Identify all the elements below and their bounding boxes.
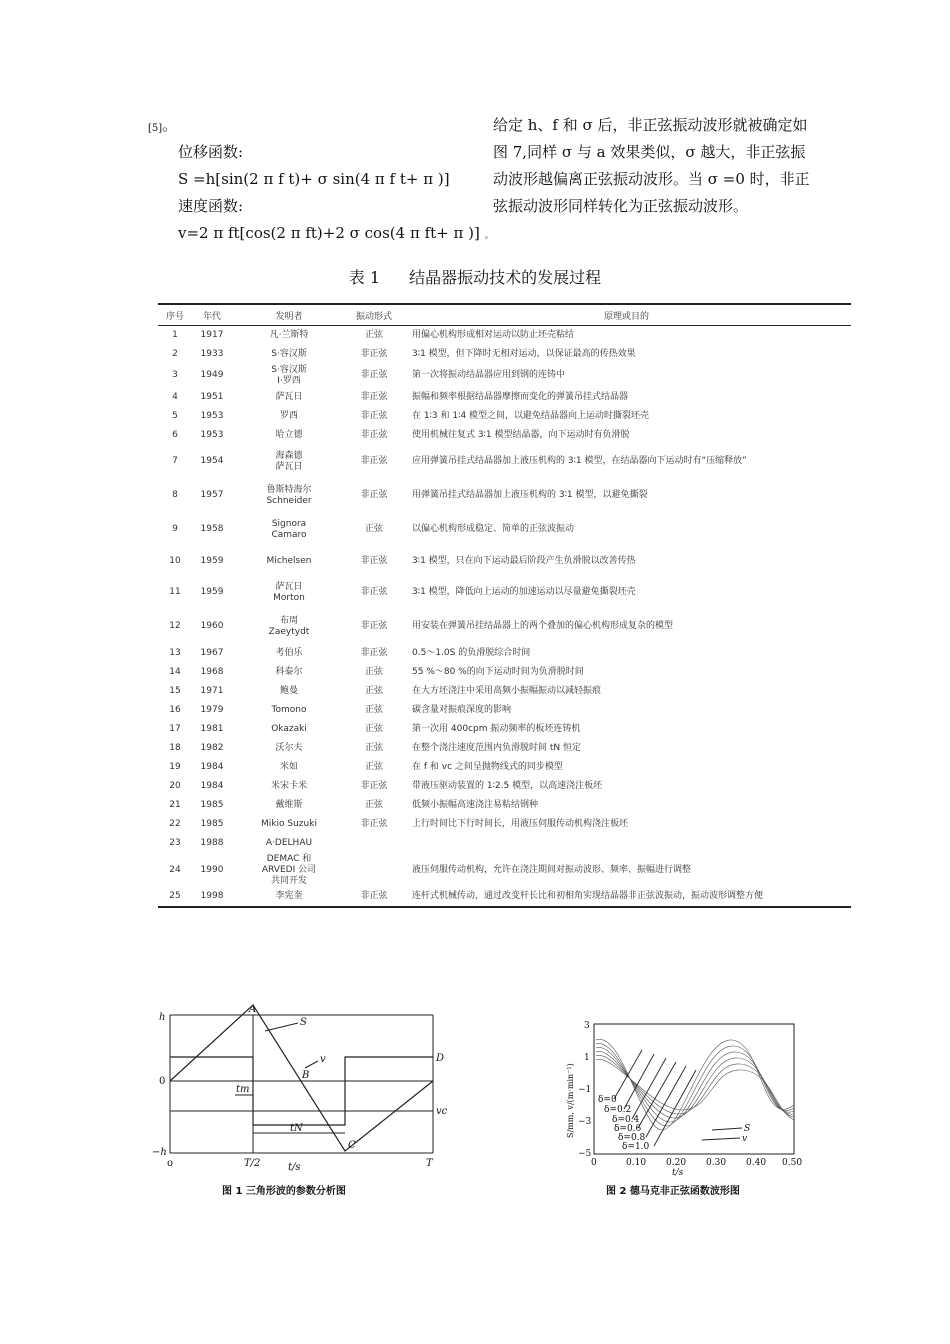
table-cell: 振幅和频率根据结晶器摩擦而变化的弹簧吊挂式结晶器 bbox=[412, 391, 629, 402]
table-cell: 上行时间比下行时间长，用液压伺服传动机构浇注板坯 bbox=[412, 818, 629, 829]
table-cell: 低频小振幅高速浇注易粘结钢种 bbox=[412, 799, 539, 810]
table-row bbox=[158, 407, 851, 426]
table-cell: 正弦 bbox=[364, 742, 383, 753]
table-cell: 非正弦 bbox=[360, 456, 388, 466]
table-cell: 米如 bbox=[279, 761, 298, 772]
table-cell: 1957 bbox=[200, 490, 224, 500]
table-cell: 1 bbox=[172, 329, 178, 340]
fig1-label-origin: o bbox=[167, 1158, 174, 1169]
table-cell: 1967 bbox=[200, 647, 224, 658]
table-cell: 1958 bbox=[200, 524, 224, 534]
table-cell: 21 bbox=[169, 799, 181, 810]
reference-line bbox=[148, 112, 468, 139]
table-cell: 19 bbox=[169, 761, 181, 772]
table-cell: 非正弦 bbox=[360, 891, 388, 901]
table-cell: 24 bbox=[169, 864, 181, 875]
table-cell: 0.5～1.0S 的负滑脱综合时间 bbox=[412, 647, 531, 658]
table-row bbox=[158, 364, 851, 388]
table-cell: 11 bbox=[169, 587, 181, 597]
table-cell: 2 bbox=[172, 348, 178, 359]
table-cell: 23 bbox=[169, 837, 181, 848]
table-cell: 第一次用 400cpm 振动频率的板坯连铸机 bbox=[412, 723, 581, 734]
table-cell: 在整个浇注速度范围内负滑脱时间 tN 恒定 bbox=[412, 742, 581, 753]
table-cell: 鲁斯特海尔 Schneider bbox=[266, 484, 312, 506]
table-row bbox=[158, 513, 851, 547]
table-cell: 罗西 bbox=[279, 410, 298, 421]
fig2-leader-2 bbox=[624, 1054, 654, 1109]
table-row bbox=[158, 815, 851, 834]
table-cell: 1985 bbox=[200, 799, 224, 810]
table-cell: 带液压驱动装置的 1∶2.5 模型，以高速浇注板坯 bbox=[412, 780, 603, 791]
table-cell: 非正弦 bbox=[360, 370, 388, 380]
table-cell: 55 %～80 %的向下运动时间为负滑脱时间 bbox=[412, 666, 584, 677]
table-cell: 非正弦 bbox=[360, 780, 388, 791]
fig2-leader-v bbox=[702, 1138, 740, 1140]
table-cell: 12 bbox=[169, 621, 181, 631]
table-cell: 1933 bbox=[200, 348, 224, 359]
fig1-label-tn: tN bbox=[290, 1123, 303, 1134]
table-cell: 正弦 bbox=[364, 799, 383, 810]
fig2-ytick-5: −5 bbox=[578, 1149, 592, 1159]
table-row bbox=[158, 777, 851, 796]
fig1-label-b: B bbox=[302, 1070, 310, 1081]
table-row bbox=[158, 388, 851, 407]
table-header-cell: 振动形式 bbox=[355, 311, 392, 322]
table-cell: 18 bbox=[169, 742, 181, 753]
table-cell: 15 bbox=[169, 685, 181, 696]
table-cell: 1984 bbox=[200, 780, 224, 791]
table-row bbox=[158, 445, 851, 479]
table-cell: 用安装在弹簧吊挂结晶器上的两个叠加的偏心机构形成复杂的模型 bbox=[412, 621, 674, 631]
fig2-leader-6 bbox=[654, 1070, 696, 1146]
table-cell: 1968 bbox=[200, 666, 224, 677]
fig1-label-zero: 0 bbox=[159, 1076, 166, 1087]
table-cell: 在 1∶3 和 1∶4 模型之间，以避免结晶器向上运动时撕裂坯壳 bbox=[412, 410, 650, 421]
table-cell: Mikio Suzuki bbox=[261, 818, 317, 829]
table-caption-title: 结晶器振动技术的发展过程 bbox=[409, 268, 602, 287]
table-cell: 沃尔夫 bbox=[275, 742, 303, 753]
table-cell: 1954 bbox=[200, 456, 224, 466]
table-cell: 非正弦 bbox=[360, 621, 388, 631]
fig2-leader-5 bbox=[646, 1066, 686, 1137]
table-cell: 1953 bbox=[200, 410, 224, 421]
fig1-label-v: v bbox=[320, 1054, 326, 1065]
fig2-ylabel: S/mm, v/(m·min⁻¹) bbox=[566, 1063, 575, 1138]
table-cell: 布周 Zaeytydt bbox=[268, 615, 310, 637]
table-header-cell: 序号 bbox=[165, 311, 184, 322]
table-cell: 1949 bbox=[200, 370, 224, 380]
table-caption-number: 表 1 bbox=[348, 268, 381, 287]
table-row bbox=[158, 426, 851, 445]
table-cell: 考伯乐 bbox=[275, 647, 303, 658]
velocity-formula: v=2 π ft[cos(2 π ft)+2 σ cos(4 π ft+ π )] bbox=[178, 224, 480, 242]
table-cell: 1982 bbox=[200, 742, 224, 753]
fig1-label-tm: tm bbox=[236, 1084, 250, 1095]
fig1-label-d: D bbox=[436, 1053, 445, 1064]
table-row bbox=[158, 701, 851, 720]
table-row bbox=[158, 345, 851, 364]
table-row bbox=[158, 739, 851, 758]
table-row bbox=[158, 479, 851, 513]
fig1-label-a: A bbox=[249, 1004, 257, 1015]
figure-1-plot bbox=[150, 1003, 450, 1173]
fig2-legend-4: δ=0.6 bbox=[614, 1124, 642, 1134]
velocity-formula-tail: 。 bbox=[484, 231, 494, 241]
fig2-legend-1: δ=0 bbox=[598, 1095, 617, 1105]
table-row bbox=[158, 663, 851, 682]
fig2-series-s: S bbox=[744, 1124, 751, 1134]
table-cell: 1959 bbox=[200, 555, 224, 566]
table-row bbox=[158, 326, 851, 345]
fig2-xtick-1: 0 bbox=[591, 1158, 597, 1168]
table-header-cell: 发明者 bbox=[275, 311, 303, 322]
table-cell: 正弦 bbox=[364, 524, 383, 534]
table-cell: 1959 bbox=[200, 587, 224, 597]
fig1-s-leader bbox=[265, 1023, 298, 1031]
table-cell: 3∶1 模型，只在向下运动最后阶段产生负滑脱以改善传热 bbox=[412, 555, 636, 566]
table-cell: Signora Camaro bbox=[271, 518, 307, 540]
fig1-label-half-period: T/2 bbox=[244, 1158, 261, 1169]
table-cell: 6 bbox=[172, 429, 178, 440]
table-cell: 1953 bbox=[200, 429, 224, 440]
table-cell: 应用弹簧吊挂式结晶器加上液压机构的 3∶1 模型，在结晶器向下运动时有“压缩释放” bbox=[412, 456, 747, 466]
fig2-ytick-4: −3 bbox=[578, 1117, 592, 1127]
table-cell: 正弦 bbox=[364, 761, 383, 772]
right-text-column bbox=[493, 112, 813, 220]
figure-2 bbox=[562, 1010, 812, 1180]
table-cell bbox=[402, 834, 851, 853]
fig2-xtick-5: 0.40 bbox=[746, 1158, 767, 1168]
table-header-cell: 年代 bbox=[202, 311, 221, 322]
fig1-label-neg-h: −h bbox=[152, 1147, 167, 1158]
table-cell: 13 bbox=[169, 647, 181, 658]
table-cell: 戴维斯 bbox=[275, 799, 303, 810]
table-cell: 8 bbox=[172, 490, 178, 500]
velocity-label: 速度函数: bbox=[178, 197, 244, 215]
fig1-velocity-curve bbox=[170, 1057, 433, 1125]
table-cell: 1971 bbox=[200, 685, 224, 696]
table-caption bbox=[0, 265, 950, 288]
fig2-leader-1 bbox=[614, 1050, 642, 1099]
table-cell: 1951 bbox=[200, 391, 224, 402]
table-cell: 3∶1 模型，但下降时无相对运动，以保证最高的传热效果 bbox=[412, 348, 636, 359]
table-header-row bbox=[158, 304, 851, 326]
fig2-xtick-4: 0.30 bbox=[706, 1158, 727, 1168]
table-cell: 萨瓦日 Morton bbox=[273, 581, 305, 603]
table-cell: 10 bbox=[169, 555, 181, 566]
table-cell: 正弦 bbox=[364, 704, 383, 715]
table-cell: 非正弦 bbox=[360, 587, 388, 597]
table-cell: Okazaki bbox=[271, 723, 307, 734]
figure-1-caption: 图 1 三角形波的参数分析图 bbox=[222, 1186, 346, 1197]
table-cell: 5 bbox=[172, 410, 178, 421]
table-cell: 非正弦 bbox=[360, 490, 388, 500]
fig1-label-s: S bbox=[300, 1017, 307, 1028]
table-cell: 1998 bbox=[200, 891, 224, 901]
table-cell: 萨瓦日 bbox=[275, 391, 303, 402]
table-cell: 哈立德 bbox=[275, 429, 303, 440]
reference-tail: 。 bbox=[162, 116, 178, 134]
table-cell: 液压伺服传动机构，允许在浇注期间对振动波形、频率、振幅进行调整 bbox=[412, 864, 692, 875]
table-cell: 非正弦 bbox=[360, 391, 388, 402]
table-cell: 非正弦 bbox=[360, 348, 388, 359]
table-cell: 非正弦 bbox=[360, 647, 388, 658]
table-cell: Michelsen bbox=[266, 555, 312, 566]
table-row bbox=[158, 720, 851, 739]
fig2-legend-5: δ=0.8 bbox=[618, 1133, 646, 1143]
table-cell: 第一次将振动结晶器应用到钢的连铸中 bbox=[412, 370, 566, 380]
fig2-series-v: v bbox=[742, 1134, 748, 1144]
table-cell: 1988 bbox=[200, 837, 224, 848]
table-cell: 在大方坯浇注中采用高频小振幅振动以减轻振痕 bbox=[412, 685, 602, 696]
table-cell: 1981 bbox=[200, 723, 224, 734]
fig1-v-leader bbox=[305, 1061, 318, 1068]
table-cell: 正弦 bbox=[364, 685, 383, 696]
table-cell bbox=[346, 853, 402, 888]
table-row bbox=[158, 888, 851, 907]
table-cell: 非正弦 bbox=[360, 555, 388, 566]
table-row bbox=[158, 853, 851, 888]
left-text-column bbox=[148, 112, 494, 250]
fig2-legend-6: δ=1.0 bbox=[622, 1142, 650, 1152]
table-cell: S·容汉斯 bbox=[271, 348, 307, 359]
table-cell: 科泰尔 bbox=[275, 666, 303, 677]
fig2-ytick-1: 3 bbox=[584, 1021, 590, 1031]
table-cell: 17 bbox=[169, 723, 181, 734]
table-row bbox=[158, 796, 851, 815]
fig2-xtick-2: 0.10 bbox=[626, 1158, 647, 1168]
table-cell: 7 bbox=[172, 456, 178, 466]
table-cell: 9 bbox=[172, 524, 178, 534]
table-cell: 25 bbox=[169, 891, 181, 901]
table-cell: 20 bbox=[169, 780, 181, 791]
fig1-label-period: T bbox=[426, 1158, 433, 1169]
fig2-xtick-6: 0.50 bbox=[782, 1158, 803, 1168]
table-row bbox=[158, 610, 851, 644]
table-cell: 以偏心机构形成稳定、简单的正弦波振动 bbox=[412, 524, 575, 534]
table-cell: A·DELHAU bbox=[265, 837, 313, 848]
table-cell: 米宋卡米 bbox=[270, 780, 307, 791]
figure-2-plot bbox=[562, 1010, 812, 1180]
figure-2-caption: 图 2 德马克非正弦函数波形图 bbox=[606, 1186, 740, 1197]
table-cell: 在 f 和 vc 之间呈抛物线式的同步模型 bbox=[412, 761, 563, 772]
table-cell: 用偏心机构形成相对运动以防止坯壳粘结 bbox=[412, 329, 575, 340]
table-row bbox=[158, 547, 851, 576]
table-cell: 非正弦 bbox=[360, 410, 388, 421]
table-cell: DEMAC 和 ARVEDI 公司 共同开发 bbox=[261, 853, 317, 886]
table-cell: 1979 bbox=[200, 704, 224, 715]
fig2-xtick-3: 0.20 bbox=[666, 1158, 687, 1168]
table-cell: 正弦 bbox=[364, 666, 383, 677]
table-cell: 李宪奎 bbox=[275, 891, 303, 901]
fig2-legend-2: δ=0.2 bbox=[604, 1105, 632, 1115]
table-row bbox=[158, 576, 851, 610]
table-cell: 非正弦 bbox=[360, 429, 388, 440]
fig1-label-t-axis: t/s bbox=[288, 1162, 301, 1173]
fig2-ytick-3: −1 bbox=[578, 1085, 592, 1095]
body-paragraph: 给定 h、f 和 σ 后，非正弦振动波形就被确定如图 7,同样 σ 与 a 效果类似，σ 越大，非正弦振动波形越偏离正弦振动波形。当 σ =0 时，非正弦振动波形同样转化为正弦振动波形。 bbox=[493, 116, 810, 215]
fig2-leader-s bbox=[712, 1128, 742, 1130]
fig1-label-h: h bbox=[159, 1012, 166, 1023]
table-cell: 22 bbox=[169, 818, 181, 829]
table-header-cell: 原理或目的 bbox=[603, 311, 649, 322]
table-cell: 1917 bbox=[200, 329, 224, 340]
table-cell: 1985 bbox=[200, 818, 224, 829]
fig2-xlabel: t/s bbox=[672, 1168, 684, 1178]
fig1-label-vc: vc bbox=[436, 1106, 448, 1117]
table-row bbox=[158, 834, 851, 853]
table-cell: Tomono bbox=[271, 704, 307, 715]
table-cell: 鲍曼 bbox=[279, 685, 298, 696]
table-cell: S·容汉斯 I·罗西 bbox=[271, 364, 307, 386]
table-cell: 3 bbox=[172, 370, 178, 380]
velocity-formula-line bbox=[148, 220, 494, 250]
table-cell: 1984 bbox=[200, 761, 224, 772]
table-cell: 正弦 bbox=[364, 723, 383, 734]
table-cell: 海森德 萨瓦日 bbox=[275, 450, 303, 472]
table-body bbox=[158, 326, 851, 907]
table-cell: 用弹簧吊挂式结晶器加上液压机构的 3∶1 模型，以避免撕裂 bbox=[412, 490, 648, 500]
table-cell: 使用机械往复式 3∶1 模型结晶器，向下运动时有负滑脱 bbox=[412, 429, 630, 440]
fig2-legend-3: δ=0.4 bbox=[612, 1115, 640, 1125]
table-cell: 碳含量对振痕深度的影响 bbox=[412, 704, 512, 715]
table-cell: 连杆式机械传动，通过改变杆长比和初相角实现结晶器非正弦波振动，振动波形调整方便 bbox=[412, 891, 764, 901]
table-row bbox=[158, 682, 851, 701]
table-cell: 非正弦 bbox=[360, 818, 388, 829]
displacement-formula: S =h[sin(2 π f t)+ σ sin(4 π f t+ π )] bbox=[178, 170, 450, 188]
fig1-label-c: C bbox=[348, 1140, 356, 1151]
table-cell: 正弦 bbox=[364, 329, 383, 340]
table-cell: 1990 bbox=[200, 864, 224, 875]
development-table bbox=[158, 303, 851, 908]
reference-mark: [5] bbox=[148, 123, 163, 134]
table-cell bbox=[346, 834, 402, 853]
table-cell: 14 bbox=[169, 666, 181, 677]
table-cell: 1960 bbox=[200, 621, 224, 631]
fig2-ytick-2: 1 bbox=[584, 1053, 590, 1063]
table-row bbox=[158, 644, 851, 663]
figure-1 bbox=[150, 1003, 450, 1173]
table-cell: 16 bbox=[169, 704, 181, 715]
table-cell: 凡·兰斯特 bbox=[269, 329, 309, 340]
displacement-label: 位移函数: bbox=[178, 143, 244, 161]
table-cell: 3∶1 模型，降低向上运动的加速运动以尽量避免撕裂坯壳 bbox=[412, 587, 636, 597]
table-row bbox=[158, 758, 851, 777]
table-cell: 4 bbox=[172, 391, 178, 402]
